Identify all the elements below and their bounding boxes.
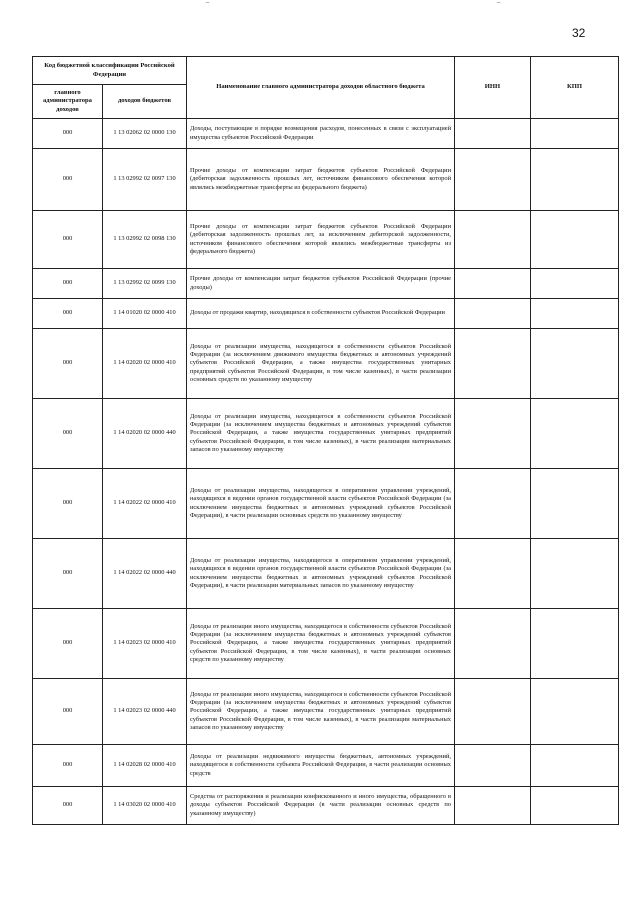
description-cell: Доходы от реализации недвижимого имущества бюджетных, автономных учреждений, находящегося в собственности субъекта Российской Федерации, в части реализации основных средств: [187, 745, 455, 787]
kpp-cell: [531, 119, 619, 149]
kpp-cell: [531, 299, 619, 329]
scan-mark: ‾: [497, 2, 500, 12]
revenue-code-cell: 1 13 02992 02 0097 130: [103, 149, 187, 211]
kpp-cell: [531, 469, 619, 539]
table-row: [33, 329, 619, 399]
inn-cell: [455, 329, 531, 399]
kpp-cell: [531, 211, 619, 269]
admin-code-header: главного администратора доходов: [33, 85, 103, 119]
table-row: [33, 211, 619, 269]
admin-code-cell: 000: [33, 745, 103, 787]
table-row: [33, 679, 619, 745]
description-cell: Доходы от продажи квартир, находящихся в собственности субъектов Российской Федерации: [187, 299, 455, 329]
kpp-cell: [531, 787, 619, 825]
inn-cell: [455, 211, 531, 269]
inn-cell: [455, 119, 531, 149]
inn-cell: [455, 539, 531, 609]
description-cell: Прочие доходы от компенсации затрат бюджетов субъектов Российской Федерации (прочие доходы): [187, 269, 455, 299]
kpp-cell: [531, 679, 619, 745]
table-row: [33, 299, 619, 329]
table-row: [33, 469, 619, 539]
admin-code-cell: 000: [33, 609, 103, 679]
revenue-codes-table: [32, 56, 619, 825]
admin-code-cell: 000: [33, 399, 103, 469]
kpp-cell: [531, 149, 619, 211]
description-cell: Доходы от реализации иного имущества, находящегося в собственности субъектов Российской Федерации (за исключением имущества бюджетных и автономных учреждений субъектов Российской Федерации, а также имущества государственных унитарных предприятий субъектов Российской Федерации, в том числе казенных), в части реализации материальных запасов по указанному имуществу: [187, 679, 455, 745]
inn-cell: [455, 787, 531, 825]
kpp-cell: [531, 329, 619, 399]
revenue-code-cell: 1 14 02023 02 0000 410: [103, 609, 187, 679]
table-row: [33, 787, 619, 825]
admin-code-cell: 000: [33, 119, 103, 149]
admin-code-cell: 000: [33, 299, 103, 329]
kpp-cell: [531, 269, 619, 299]
admin-code-cell: 000: [33, 787, 103, 825]
kpp-cell: [531, 609, 619, 679]
table-row: [33, 399, 619, 469]
table-row: [33, 609, 619, 679]
revenue-code-cell: 1 14 02020 02 0000 410: [103, 329, 187, 399]
description-cell: Средства от распоряжения и реализации конфискованного и иного имущества, обращенного в доходы субъектов Российской Федерации (в части реализации основных средств по указанному имуществу): [187, 787, 455, 825]
revenue-code-header: доходов бюджетов: [103, 85, 187, 119]
admin-code-cell: 000: [33, 679, 103, 745]
admin-code-cell: 000: [33, 269, 103, 299]
table-row: [33, 119, 619, 149]
table-row: [33, 539, 619, 609]
admin-code-cell: 000: [33, 539, 103, 609]
revenue-code-cell: 1 14 02020 02 0000 440: [103, 399, 187, 469]
kpp-cell: [531, 539, 619, 609]
description-cell: Доходы от реализации имущества, находящегося в собственности субъектов Российской Федерации (за исключением движимого имущества бюджетных и автономных учреждений субъектов Российской Федерации, а также имущества государственных унитарных предприятий субъектов Российской Федерации, в том числе казенных), в части реализации основных средств по указанному имуществу: [187, 329, 455, 399]
revenue-code-cell: 1 13 02992 02 0098 130: [103, 211, 187, 269]
inn-cell: [455, 469, 531, 539]
inn-cell: [455, 745, 531, 787]
table-row: [33, 745, 619, 787]
revenue-code-cell: 1 13 02062 02 0000 130: [103, 119, 187, 149]
inn-cell: [455, 609, 531, 679]
admin-code-cell: 000: [33, 211, 103, 269]
description-cell: Доходы от реализации имущества, находящегося в собственности субъектов Российской Федерации (за исключением имущества бюджетных и автономных учреждений субъектов Российской Федерации, а также имущества государственных унитарных предприятий субъектов Российской Федерации, в том числе казенных), в части реализации материальных запасов по указанному имуществу: [187, 399, 455, 469]
revenue-code-cell: 1 14 03020 02 0000 410: [103, 787, 187, 825]
inn-cell: [455, 679, 531, 745]
description-cell: Прочие доходы от компенсации затрат бюджетов субъектов Российской Федерации (дебиторская задолженность прошлых лет, за исключением дебиторской задолженности, источником финансового обеспечения которой являлись межбюджетные трансферты из федерального бюджета): [187, 211, 455, 269]
kpp-cell: [531, 399, 619, 469]
inn-cell: [455, 299, 531, 329]
table-row: [33, 269, 619, 299]
inn-cell: [455, 269, 531, 299]
scan-mark: ‾: [206, 2, 209, 12]
description-cell: Доходы от реализации иного имущества, находящегося в собственности субъектов Российской Федерации (за исключением имущества бюджетных и автономных учреждений субъектов Российской Федерации, а также имущества государственных унитарных предприятий субъектов Российской Федерации, в том числе казенных), в части реализации основных средств по указанному имуществу: [187, 609, 455, 679]
admin-code-cell: 000: [33, 149, 103, 211]
revenue-code-cell: 1 13 02992 02 0099 130: [103, 269, 187, 299]
table-row: [33, 149, 619, 211]
revenue-code-cell: 1 14 02022 02 0000 440: [103, 539, 187, 609]
description-cell: Прочие доходы от компенсации затрат бюджетов субъектов Российской Федерации (дебиторская задолженность прошлых лет, источником финансового обеспечения которой являлись межбюджетные трансферты из федерального бюджета): [187, 149, 455, 211]
description-cell: Доходы от реализации имущества, находящегося в оперативном управлении учреждений, находящихся в ведении органов государственной власти субъектов Российской Федерации (за исключением имущества бюджетных и автономных учреждений субъектов Российской Федерации), в части реализации материальных запасов по указанному имуществу: [187, 539, 455, 609]
revenue-code-cell: 1 14 02028 02 0000 410: [103, 745, 187, 787]
admin-code-cell: 000: [33, 329, 103, 399]
kbk-group-header: Код бюджетной классификации Российской Федерации: [33, 57, 187, 85]
inn-header: ИНН: [455, 57, 531, 119]
admin-code-cell: 000: [33, 469, 103, 539]
revenue-code-cell: 1 14 02022 02 0000 410: [103, 469, 187, 539]
page-number: 32: [572, 26, 586, 40]
revenue-code-cell: 1 14 02023 02 0000 440: [103, 679, 187, 745]
kpp-header: КПП: [531, 57, 619, 119]
name-header: Наименование главного администратора доходов областного бюджета: [187, 57, 455, 119]
table-header-row: [33, 57, 619, 85]
inn-cell: [455, 399, 531, 469]
kpp-cell: [531, 745, 619, 787]
inn-cell: [455, 149, 531, 211]
description-cell: Доходы, поступающие в порядке возмещения расходов, понесенных в связи с эксплуатацией имущества субъектов Российской Федерации: [187, 119, 455, 149]
revenue-code-cell: 1 14 01020 02 0000 410: [103, 299, 187, 329]
description-cell: Доходы от реализации имущества, находящегося в оперативном управлении учреждений, находящихся в ведении органов государственной власти субъектов Российской Федерации (за исключением имущества бюджетных и автономных учреждений субъектов Российской Федерации), в части реализации основных средств по указанному имуществу: [187, 469, 455, 539]
